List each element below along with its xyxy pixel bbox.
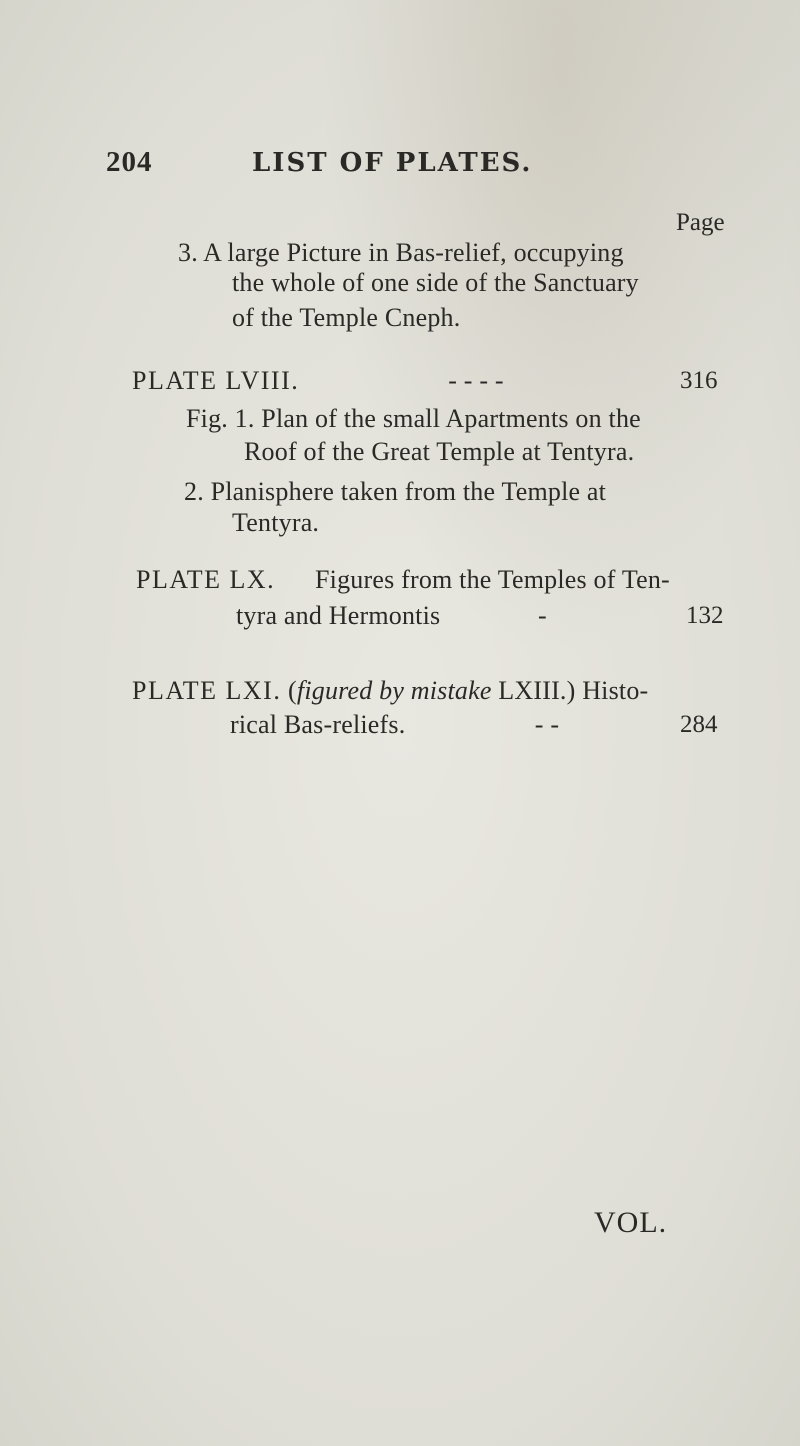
italic-note: figured by mistake [296, 676, 492, 705]
entry-line: tyra and Hermontis [236, 601, 441, 630]
paren-open: ( [288, 676, 297, 705]
entry-line: the whole of one side of the Sanctuary [232, 268, 639, 297]
page-reference: 316 [680, 367, 718, 394]
entry-line: Fig. 1. Plan of the small Apartments on the [186, 404, 641, 433]
leader-dashes: - - - - [448, 366, 504, 395]
entry-line: Roof of the Great Temple at Tentyra. [244, 437, 635, 466]
page-reference: 132 [686, 602, 724, 629]
page-title: LIST OF PLATES. [252, 148, 533, 178]
entry-text: Histo- [582, 676, 649, 705]
plate-entry [132, 676, 648, 706]
plate-label: PLATE LX. [136, 565, 276, 594]
page-reference: 284 [680, 711, 718, 738]
page-column-label: Page [676, 209, 725, 236]
entry-text: Figures from the Temples of Ten- [315, 565, 670, 594]
plate-label: PLATE LVIII. [132, 366, 300, 395]
leader-dashes: - - [534, 710, 560, 739]
plate-label: PLATE LXI. [132, 676, 282, 705]
plate-reference: LXIII.) [498, 676, 576, 705]
entry-line: of the Temple Cneph. [232, 303, 461, 332]
page-number: 204 [106, 146, 153, 178]
leader-dashes: - [538, 601, 547, 630]
entry-line: 2. Planisphere taken from the Temple at [184, 477, 607, 506]
entry-line: Tentyra. [232, 508, 320, 537]
entry-line: 3. A large Picture in Bas-relief, occupying [178, 238, 624, 267]
entry-line: rical Bas-reliefs. [230, 710, 406, 739]
catchword: VOL. [594, 1206, 668, 1239]
